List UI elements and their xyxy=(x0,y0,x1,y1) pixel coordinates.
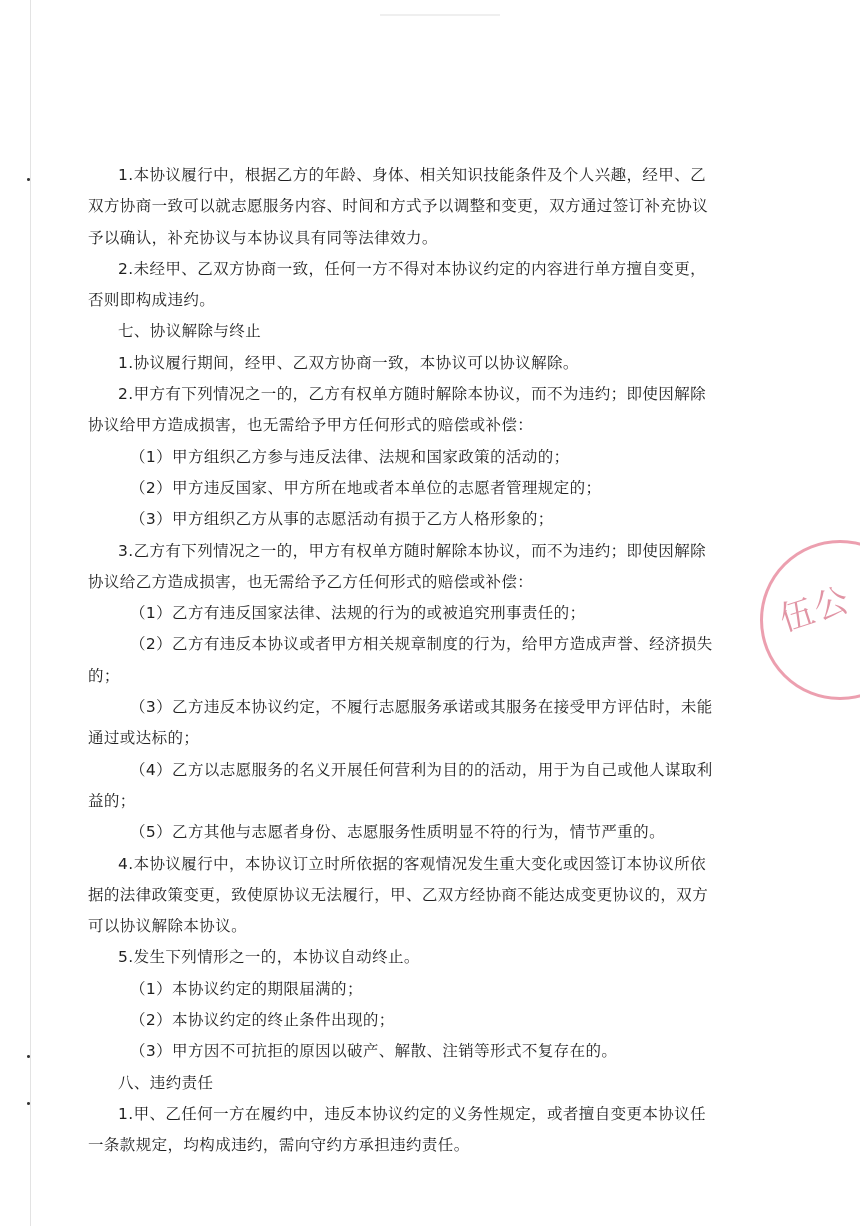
text-line: （1）乙方有违反国家法律、法规的行为的或被追究刑事责任的； xyxy=(130,604,586,623)
text-line: （3）甲方组织乙方从事的志愿活动有损于乙方人格形象的； xyxy=(130,510,554,529)
text-line: 予以确认，补充协议与本协议具有同等法律效力。 xyxy=(88,228,438,247)
text-line: 双方协商一致可以就志愿服务内容、时间和方式予以调整和变更，双方通过签订补充协议 xyxy=(88,197,709,216)
text-line: 协议给甲方造成损害，也无需给予甲方任何形式的赔偿或补偿： xyxy=(88,416,534,435)
text-line: （2）甲方违反国家、甲方所在地或者本单位的志愿者管理规定的； xyxy=(130,478,602,497)
official-seal-text: 伍公 xyxy=(774,579,856,640)
text-line: 一条款规定，均构成违约，需向守约方承担违约责任。 xyxy=(88,1136,470,1155)
text-line: 通过或达标的； xyxy=(88,729,200,748)
text-line: （1）甲方组织乙方参与违反法律、法规和国家政策的活动的； xyxy=(130,447,570,466)
scan-top-mark xyxy=(380,14,500,16)
text-line: 益的； xyxy=(88,791,136,810)
text-line: （1）本协议约定的期限届满的； xyxy=(130,979,363,998)
text-line: 2.未经甲、乙双方协商一致，任何一方不得对本协议约定的内容进行单方擅自变更， xyxy=(118,259,706,278)
text-line: （5）乙方其他与志愿者身份、志愿服务性质明显不符的行为，情节严重的。 xyxy=(130,823,665,842)
text-line: 七、协议解除与终止 xyxy=(118,322,262,341)
scan-edge-line xyxy=(30,0,31,1226)
text-line: 1.协议履行期间，经甲、乙双方协商一致，本协议可以协议解除。 xyxy=(118,353,579,372)
text-line: 的； xyxy=(88,666,120,685)
text-line: 八、违约责任 xyxy=(118,1073,214,1092)
text-line: 1.本协议履行中，根据乙方的年龄、身体、相关知识技能条件及个人兴趣，经甲、乙 xyxy=(118,166,706,184)
text-line: （3）乙方违反本协议约定，不履行志愿服务承诺或其服务在接受甲方评估时，未能 xyxy=(130,698,713,717)
document-body xyxy=(88,160,764,1162)
text-line: 3.乙方有下列情况之一的，甲方有权单方随时解除本协议，而不为违约；即使因解除 xyxy=(118,541,706,560)
text-line: 5.发生下列情形之一的，本协议自动终止。 xyxy=(118,948,420,967)
text-line: 2.甲方有下列情况之一的，乙方有权单方随时解除本协议，而不为违约；即使因解除 xyxy=(118,385,706,404)
text-line: （2）乙方有违反本协议或者甲方相关规章制度的行为，给甲方造成声誉、经济损失 xyxy=(130,635,713,654)
text-line: 协议给乙方造成损害，也无需给予乙方任何形式的赔偿或补偿： xyxy=(88,572,534,591)
text-line: （3）甲方因不可抗拒的原因以破产、解散、注销等形式不复存在的。 xyxy=(130,1042,618,1061)
scan-dot xyxy=(27,178,30,181)
text-line: 据的法律政策变更，致使原协议无法履行，甲、乙双方经协商不能达成变更协议的，双方 xyxy=(88,885,709,904)
scan-dot xyxy=(27,1102,30,1105)
text-line: 1.甲、乙任何一方在履约中，违反本协议约定的义务性规定，或者擅自变更本协议任 xyxy=(118,1104,706,1123)
text-line: （4）乙方以志愿服务的名义开展任何营利为目的的活动，用于为自己或他人谋取利 xyxy=(130,760,713,779)
scan-dot xyxy=(27,1055,30,1058)
text-line: 否则即构成违约。 xyxy=(88,291,216,310)
text-line: （2）本协议约定的终止条件出现的； xyxy=(130,1011,395,1030)
text-line: 可以协议解除本协议。 xyxy=(88,917,248,936)
text-line: 4.本协议履行中，本协议订立时所依据的客观情况发生重大变化或因签订本协议所依 xyxy=(118,854,706,873)
